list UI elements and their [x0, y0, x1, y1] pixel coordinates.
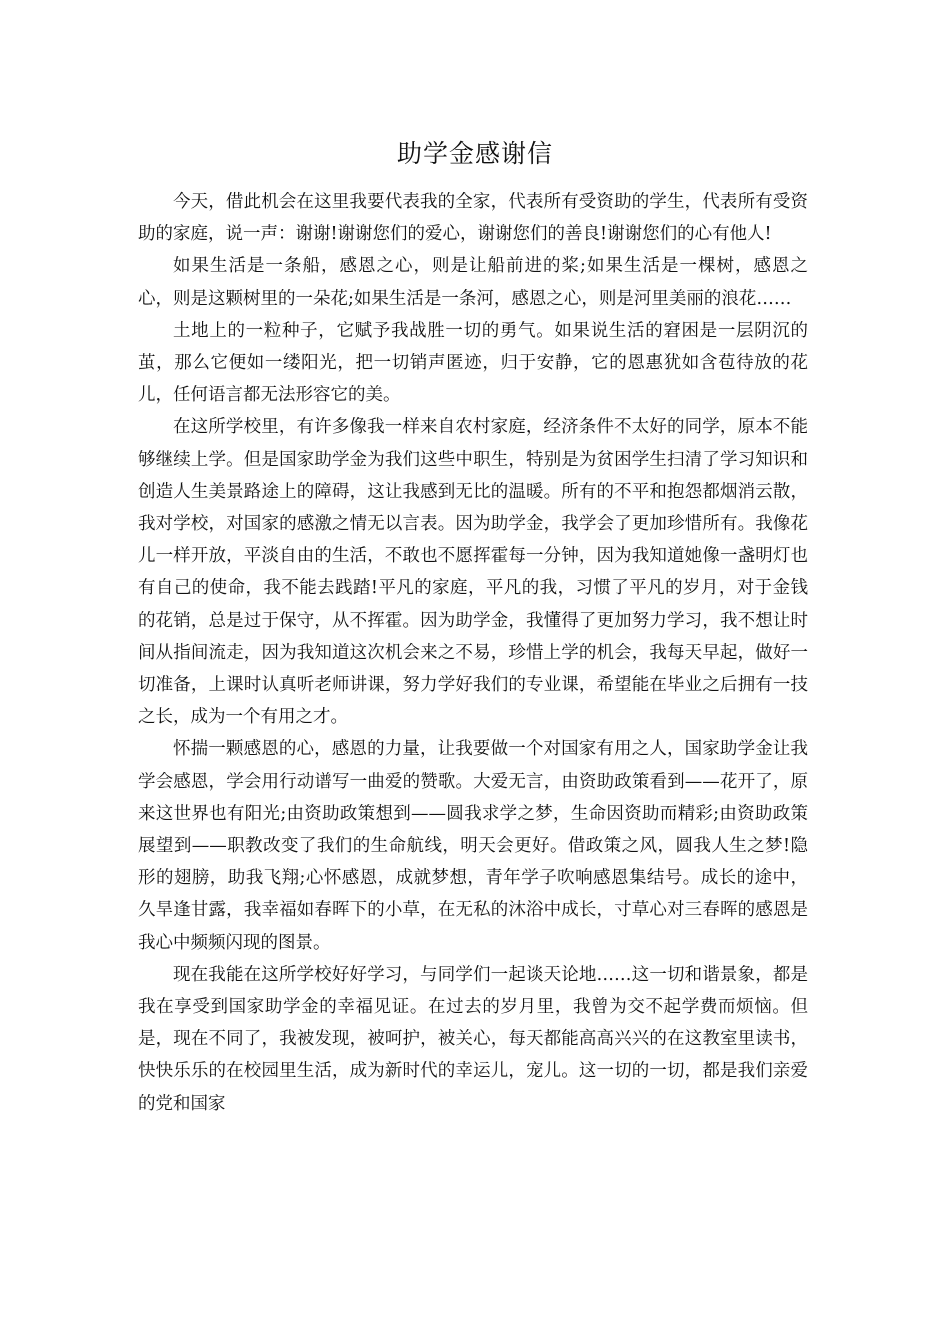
paragraph: 如果生活是一条船，感恩之心，则是让船前进的桨;如果生活是一棵树，感恩之心，则是这颗树里的一朵花;如果生活是一条河，感恩之心，则是河里美丽的浪花……: [138, 256, 808, 309]
paragraph: 土地上的一粒种子，它赋予我战胜一切的勇气。如果说生活的窘困是一层阴沉的茧，那么它便如一缕阳光，把一切销声匿迹，归于安静，它的恩惠犹如含苞待放的花儿，任何语言都无法形容它的美。: [138, 320, 808, 406]
paragraph: 怀揣一颗感恩的心，感恩的力量，让我要做一个对国家有用之人，国家助学金让我学会感恩，学会用行动谱写一曲爱的赞歌。大爱无言，由资助政策看到——花开了，原来这世界也有阳光;由资助政策想到——圆我求学之梦，生命因资助而精彩;由资助政策展望到——职教改变了我们的生命航线，明天会更好。借政策之风，圆我人生之梦!隐形的翅膀，助我飞翔;心怀感恩，成就梦想，青年学子吹响感恩集结号。成长的途中，久旱逢甘露，我幸福如春晖下的小草，在无私的沐浴中成长，寸草心对三春晖的感恩是我心中频频闪现的图景。: [138, 739, 808, 953]
paragraph: 今天，借此机会在这里我要代表我的全家，代表所有受资助的学生，代表所有受资助的家庭，说一声：谢谢!谢谢您们的爱心，谢谢您们的善良!谢谢您们的心有他人!: [138, 192, 808, 245]
paragraph: 在这所学校里，有许多像我一样来自农村家庭，经济条件不太好的同学，原本不能够继续上学。但是国家助学金为我们这些中职生，特别是为贫困学生扫清了学习知识和创造人生美景路途上的障碍，这让我感到无比的温暖。所有的不平和抱怨都烟消云散，我对学校，对国家的感激之情无以言表。因为助学金，我学会了更加珍惜所有。我像花儿一样开放，平淡自由的生活，不敢也不愿挥霍每一分钟，因为我知道她像一盏明灯也有自己的使命，我不能去践踏!平凡的家庭，平凡的我，习惯了平凡的岁月，对于金钱的花销，总是过于保守，从不挥霍。因为助学金，我懂得了更加努力学习，我不想让时间从指间流走，因为我知道这次机会来之不易，珍惜上学的机会，我每天早起，做好一切准备，上课时认真听老师讲课，努力学好我们的专业课，希望能在毕业之后拥有一技之长，成为一个有用之才。: [138, 417, 808, 728]
paragraph: 现在我能在这所学校好好学习，与同学们一起谈天论地……这一切和谐景象，都是我在享受到国家助学金的幸福见证。在过去的岁月里，我曾为交不起学费而烦恼。但是，现在不同了，我被发现，被呵护，被关心，每天都能高高兴兴的在这教室里读书，快快乐乐的在校园里生活，成为新时代的幸运儿，宠儿。这一切的一切，都是我们亲爱的党和国家: [138, 964, 808, 1114]
document-body: [138, 186, 808, 1120]
document-title: 助学金感谢信: [396, 139, 553, 168]
